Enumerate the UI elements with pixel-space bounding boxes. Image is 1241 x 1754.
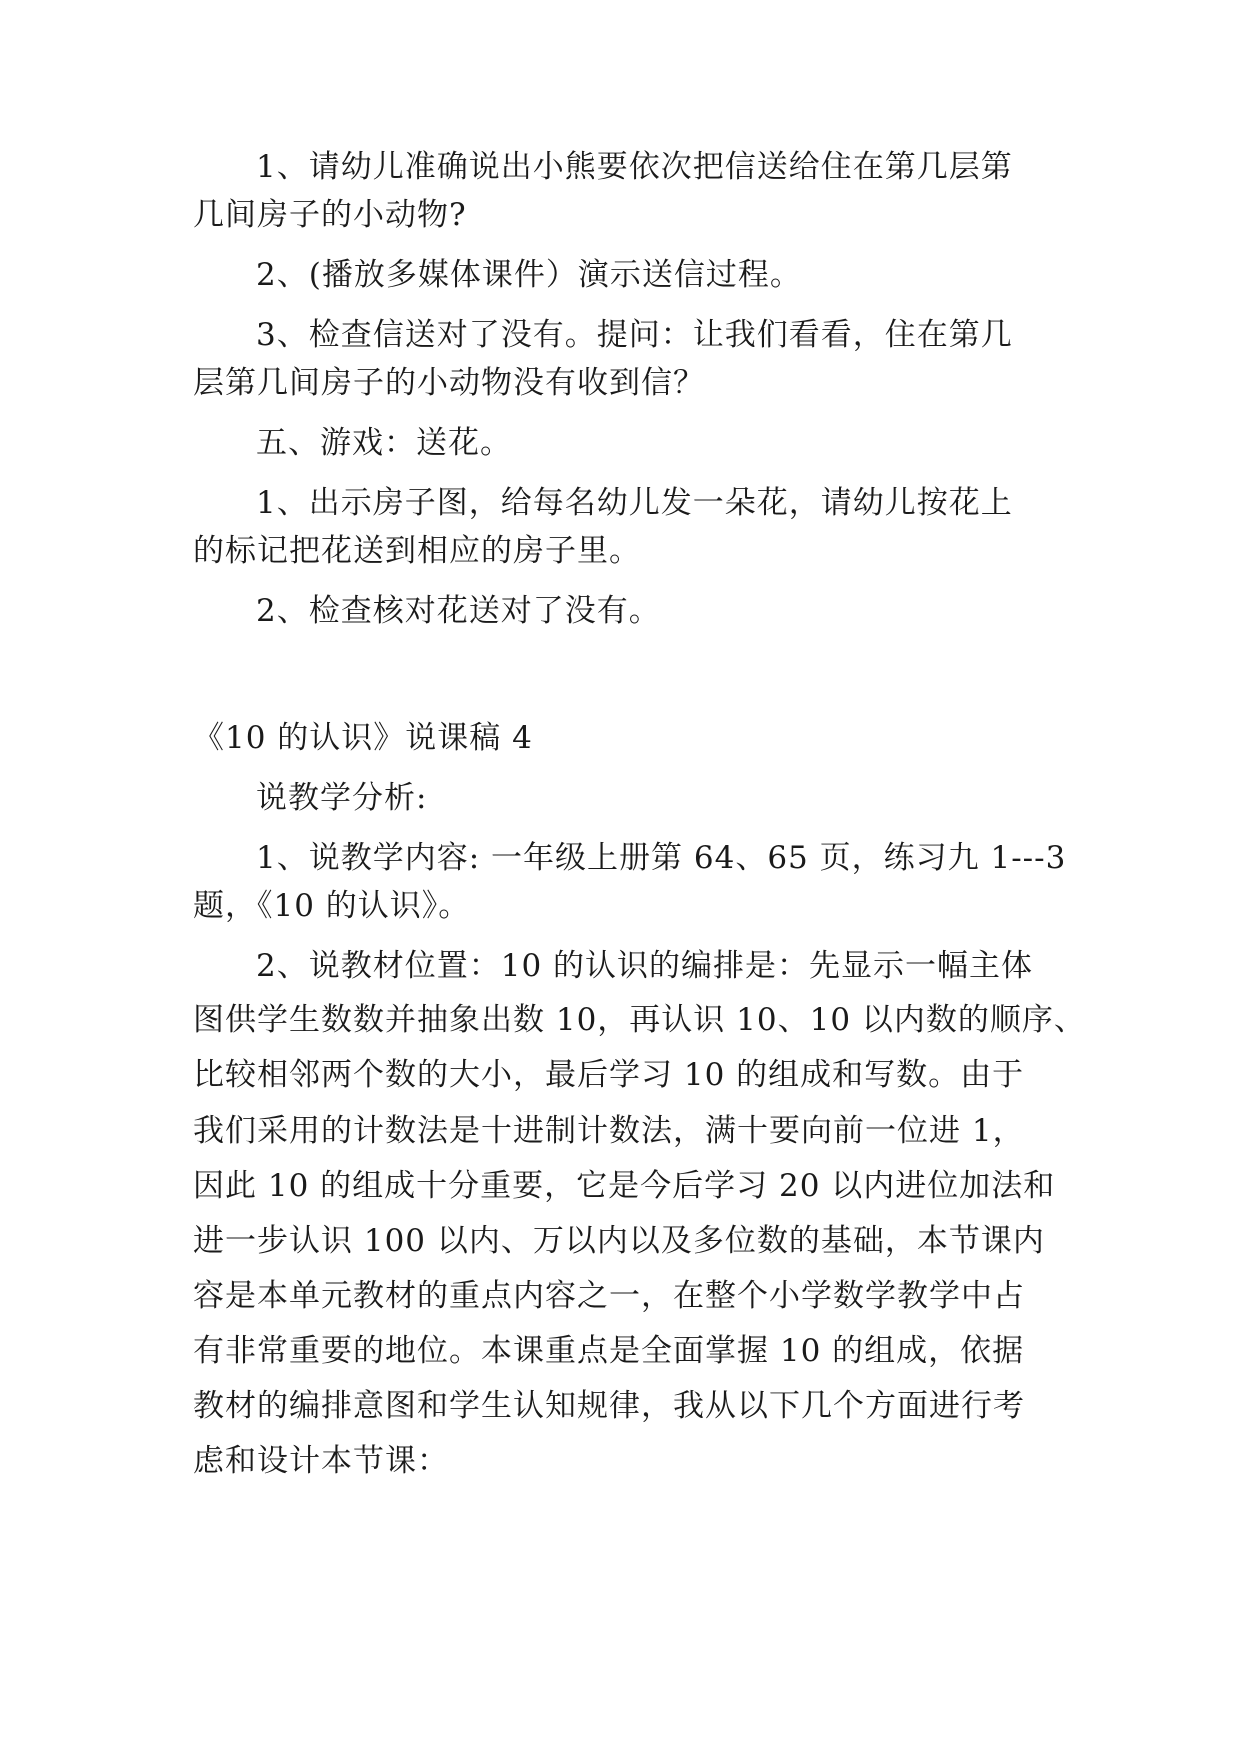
paragraph-line: 比较相邻两个数的大小，最后学习 10 的组成和写数。由于: [193, 1057, 1025, 1093]
paragraph-line: 我们采用的计数法是十进制计数法，满十要向前一位进 1，: [193, 1113, 1025, 1149]
paragraph-line: 教材的编排意图和学生认知规律，我从以下几个方面进行考: [193, 1388, 1025, 1424]
paragraph-line: 2、检查核对花送对了没有。: [256, 593, 661, 629]
paragraph-line: 有非常重要的地位。本课重点是全面掌握 10 的组成，依据: [193, 1333, 1025, 1369]
paragraph-line: 的标记把花送到相应的房子里。: [193, 533, 641, 569]
paragraph-line: 1、请幼儿准确说出小熊要依次把信送给住在第几层第: [256, 149, 1013, 185]
paragraph-line: 1、出示房子图，给每名幼儿发一朵花，请幼儿按花上: [256, 485, 1013, 521]
paragraph-line: 几间房子的小动物?: [193, 197, 467, 233]
paragraph-line: 因此 10 的组成十分重要，它是今后学习 20 以内进位加法和: [193, 1168, 1056, 1204]
paragraph-line: 虑和设计本节课：: [193, 1443, 449, 1479]
paragraph-line: 图供学生数数并抽象出数 10，再认识 10、10 以内数的顺序、: [193, 1002, 1086, 1038]
paragraph-line: 层第几间房子的小动物没有收到信？: [193, 365, 705, 401]
paragraph-line: 1、说教学内容: 一年级上册第 64、65 页，练习九 1---3: [256, 840, 1067, 876]
paragraph-line: 2、说教材位置：10 的认识的编排是：先显示一幅主体: [256, 948, 1034, 984]
paragraph-line: 进一步认识 100 以内、万以内以及多位数的基础，本节课内: [193, 1223, 1045, 1259]
paragraph-line: 容是本单元教材的重点内容之一，在整个小学数学教学中占: [193, 1278, 1025, 1314]
document-title: 《10 的认识》说课稿 4: [193, 720, 533, 756]
section-heading: 五、游戏：送花。: [256, 425, 512, 461]
paragraph-line: 2、(播放多媒体课件）演示送信过程。: [256, 257, 802, 293]
paragraph-line: 题，《10 的认识》。: [193, 888, 471, 924]
paragraph-line: 3、检查信送对了没有。提问：让我们看看，住在第几: [256, 317, 1013, 353]
section-heading: 说教学分析:: [256, 780, 428, 816]
